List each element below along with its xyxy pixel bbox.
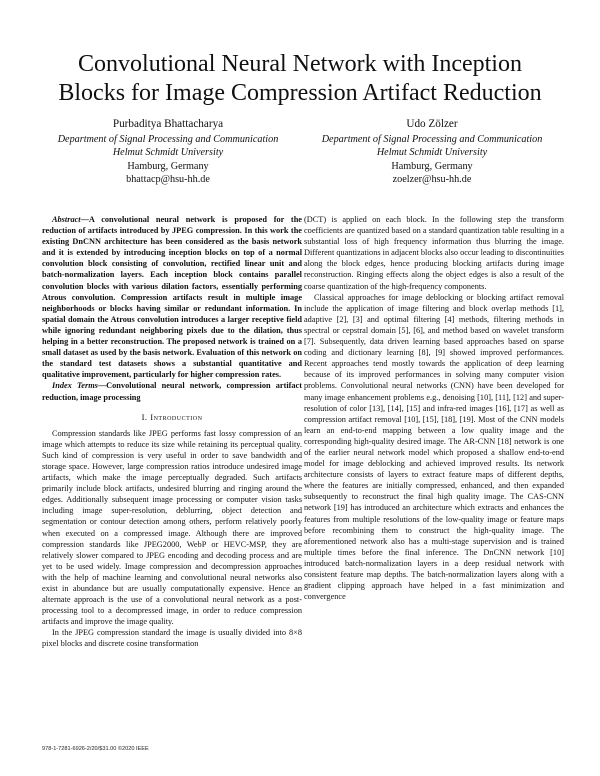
author-email: bhattacp@hsu-hh.de [126, 173, 210, 185]
paragraph: (DCT) is applied on each block. In the following step the transform coefficients are quantized based on a standard quantization table resulting in a substantial loss of high frequency information thus blurring the image. Different quantizations in adjacent blocks also occur leading to discontinuities along the block edges, hence producing blocking artifacts during image reconstruction. Ringing effects along the object edges is also a result of the coarse quantization of the high-frequency components. [304, 215, 564, 291]
paragraph: Classical approaches for image deblocking or blocking artifact removal include the application of image filtering and block overlap methods [1], adaptive [2], [3] and optimal filtering [4] methods, filtering methods in spectral or cepstral domain [5], [6], and method based on wavelet transform [7]. Subsequently, data driven learning based approaches based on sparse coding and dictionary learning [8], [9] showed improved performances. Recent approaches tend mostly towards the application of deep learning because of its improved performances in solving many computer vision problems. Convolutional neural networks (CNN) have been developed for many image enhancement problems e.g., denoising [10], [11], [12] and super-resolution of color [13], [14], [15] and infra-red images [16], [17] as well as compression artifact removal [10], [15], [18], [19]. Most of the CNN models learn an end-to-end mapping between a low quality image and the corresponding high-quality desired image. The AR-CNN [18] network is one of the earlier neural network model which proposed a shallow end-to-end model for image deblocking and achieved improved results. Its network architecture consists of layers to extract feature maps of different depths, where the features are initially compressed, enhanced, and then expanded subsequently to reconstruct the final high quality image. The CAS-CNN network [19] has introduced an architecture which extracts and enhances the features from multiple resolutions of the low-quality image or feature maps before recombining them to construct the high-quality image. The aforementioned network also has a multi-stage supervision and is trained multiple times before the final inference. The DnCNN network [10] introduced batch-normalization layers in a deep residual network with consistent feature map depths. The batch-normalization layers along with a gradient clipping approach have helped in a fast minimization and convergence [304, 292, 564, 602]
paragraph: In the JPEG compression standard the image is usually divided into 8×8 pixel blocks and discrete cosine transformation [42, 628, 302, 649]
abstract-text: —A convolutional neural network is proposed for the reduction of artifacts introduced by JPEG compression. In this work the existing DnCNN architecture has been considered as the basis network and it is extended by introducing inception blocks on top of a normal convolution block consisting of convolution, rectified linear unit and batch-normalization layers. Each inception block contains parallel convolution blocks with various dilation factors, essentially performing Atrous convolution. Compression artifacts result in multiple image neighborhoods or blocks having similar or redundant information. In spatial domain the Atrous convolution introduces a larger receptive field while ignoring redundant neighboring pixels due to the dilation, thus helping in a better reconstruction. The proposed network is trained on a small dataset as used by the basis network. Evaluation of this network on the standard test datasets shows a substantial quantitative and qualitative improvement, particularly for higher compression rates. [42, 215, 302, 380]
author-university: Helmut Schmidt University [112, 147, 224, 159]
index-terms [42, 380, 302, 402]
index-terms-text: —Convolutional neural network, compression artifact reduction, image processing [42, 381, 302, 402]
left-column [42, 214, 302, 650]
author-location: Hamburg, Germany [391, 160, 473, 172]
author-block-2 [302, 118, 562, 186]
paper-title-line-2: Blocks for Image Compression Artifact Reduction [58, 80, 542, 106]
section-number: I. [141, 411, 148, 422]
abstract-label: Abstract [52, 215, 81, 224]
author-block-1 [38, 118, 298, 186]
author-name: Purbaditya Bhattacharya [112, 118, 224, 130]
author-email: zoelzer@hsu-hh.de [392, 173, 472, 185]
abstract [42, 214, 302, 380]
index-terms-label: Index Terms [52, 381, 98, 391]
paper-title-line-1: Convolutional Neural Network with Inception [78, 51, 522, 77]
section-title: Introduction [150, 411, 203, 422]
paper-title [40, 50, 560, 108]
paragraph: Compression standards like JPEG performs fast lossy compression of an image which attempts to reduce its size while retaining its perceptual quality. Such kind of compression is very useful in order to save bandwidth and storage space. However, large compression ratios introduce undesired image artifacts, which make the image perceptually degraded. Such artifacts primarily include block artifacts, undesired blurring and ringing around the edges. Additionally subsequent image processing or computer vision tasks including image super-resolution, deblurring, object detection and segmentation or contour detection among others, perform relatively poorly when executed on a compressed image. Although there are improved compression standards like JPEG2000, WebP or HEVC-MSP, they are relatively slower compared to JPEG encoding and decoding process and are yet to be used widely. Image compression and decompression approaches with the help of machine learning and convolutional neural networks also exist in abundance but are usually computationally expensive. Hence an alternate approach is the use of a convolutional neural network as a post-processing tool to a decompressed image, in order to reduce compression artifacts and improve the image quality. [42, 428, 302, 627]
author-department: Department of Signal Processing and Communication [321, 134, 543, 146]
section-heading [42, 412, 302, 423]
author-university: Helmut Schmidt University [376, 147, 488, 159]
author-department: Department of Signal Processing and Communication [57, 134, 279, 146]
author-name: Udo Zölzer [406, 118, 458, 130]
right-column [304, 214, 564, 602]
copyright-footer: 978-1-7281-6926-2/20/$31.00 ©2020 IEEE [42, 746, 149, 752]
author-location: Hamburg, Germany [127, 160, 209, 172]
